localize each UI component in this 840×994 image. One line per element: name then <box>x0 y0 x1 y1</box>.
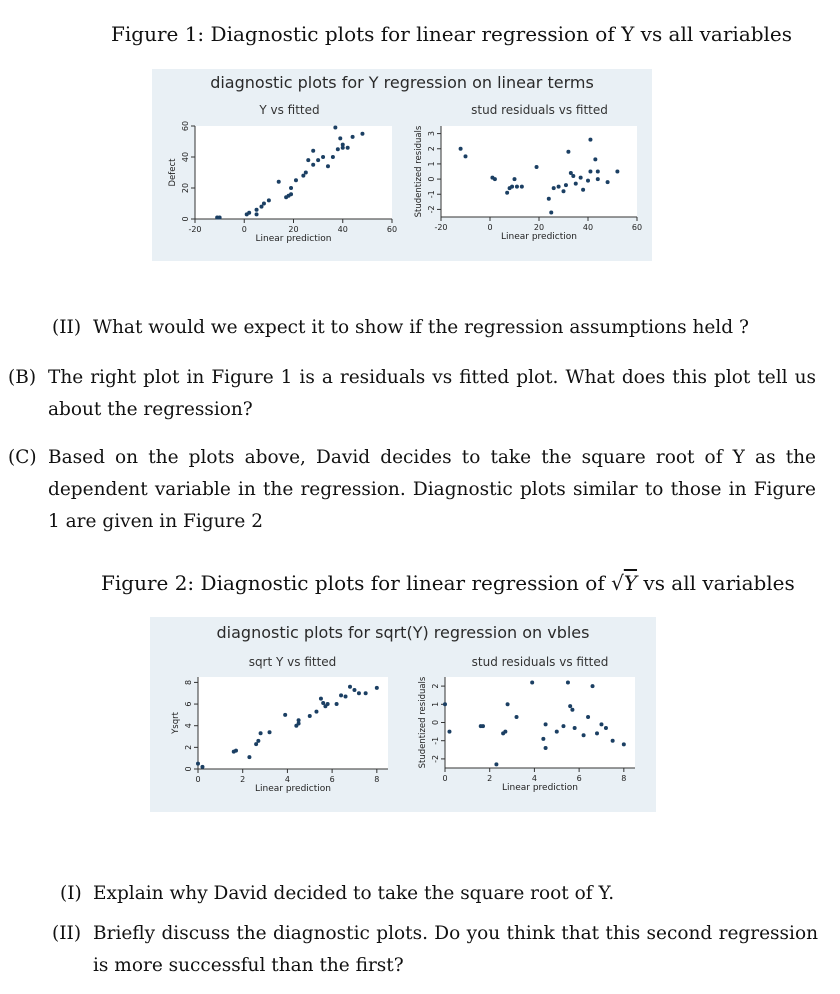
figure-2-caption-var: Y <box>623 571 638 595</box>
figure-1-panel <box>152 69 652 261</box>
data-point <box>562 189 566 193</box>
y-tick-label: 20 <box>181 182 190 194</box>
data-point <box>289 186 293 190</box>
data-point <box>596 170 600 174</box>
data-point <box>256 739 260 743</box>
data-point <box>351 135 355 139</box>
x-tick-label: 0 <box>487 223 493 232</box>
data-point <box>555 730 559 734</box>
y-axis-title: Ysqrt <box>171 712 181 734</box>
data-point <box>582 733 586 737</box>
y-tick-label: 0 <box>181 216 190 222</box>
data-point <box>259 731 263 735</box>
data-point <box>515 185 519 189</box>
x-tick-label: -20 <box>188 225 202 234</box>
data-point <box>277 180 281 184</box>
x-tick-label: 20 <box>533 223 545 232</box>
data-point <box>544 722 548 726</box>
data-point <box>510 185 514 189</box>
y-tick-label: -1 <box>427 190 436 199</box>
data-point <box>326 702 330 706</box>
data-point <box>326 164 330 168</box>
figure-1-panel-title: diagnostic plots for Y regression on linear terms <box>210 73 594 92</box>
data-point <box>321 701 325 705</box>
plot-area <box>195 126 392 219</box>
data-point <box>341 146 345 150</box>
data-point <box>268 730 272 734</box>
data-point <box>255 208 259 212</box>
data-point <box>294 178 298 182</box>
data-point <box>352 688 356 692</box>
data-point <box>301 174 305 178</box>
data-point <box>464 154 468 158</box>
data-point <box>335 702 339 706</box>
data-point <box>579 176 583 180</box>
x-tick-label: 6 <box>576 774 582 783</box>
plot-area <box>198 677 388 769</box>
data-point <box>574 182 578 186</box>
data-point <box>267 198 271 202</box>
y-tick-label: 2 <box>427 146 436 152</box>
figure-1-left-subtitle: Y vs fitted <box>259 103 320 117</box>
question-a2-text: What would we expect it to show if the regression assumptions held ? <box>93 317 749 338</box>
x-tick-label: -20 <box>434 223 448 232</box>
figure-1-plots <box>152 69 652 261</box>
data-point <box>331 155 335 159</box>
figure-2-caption-post: vs all variables <box>637 571 795 595</box>
x-axis-title: Linear prediction <box>255 784 331 794</box>
y-tick-label: 40 <box>181 151 190 163</box>
x-axis-title: Linear prediction <box>255 234 332 244</box>
data-point <box>622 742 626 746</box>
data-point <box>308 714 312 718</box>
data-point <box>360 132 364 136</box>
data-point <box>549 210 553 214</box>
data-point <box>297 722 301 726</box>
data-point <box>591 684 595 688</box>
data-point <box>375 686 379 690</box>
data-point <box>566 680 570 684</box>
data-point <box>561 724 565 728</box>
figure-2-caption <box>101 571 795 595</box>
x-tick-label: 40 <box>582 223 594 232</box>
data-point <box>573 726 577 730</box>
data-point <box>494 762 498 766</box>
x-tick-label: 2 <box>487 774 493 783</box>
data-point <box>586 715 590 719</box>
y-tick-label: 2 <box>184 744 193 750</box>
data-point <box>196 762 200 766</box>
figure-1-right-subtitle: stud residuals vs fitted <box>471 103 608 117</box>
data-point <box>344 694 348 698</box>
y-axis-title: Studentized residuals <box>418 676 428 769</box>
data-point <box>568 704 572 708</box>
data-point <box>586 179 590 183</box>
y-tick-label: 3 <box>427 131 436 137</box>
x-tick-label: 8 <box>621 774 627 783</box>
data-point <box>289 192 293 196</box>
data-point <box>314 710 318 714</box>
question-b-text: The right plot in Figure 1 is a residuals vs fitted plot. What does this plot tell us about the regression? <box>48 367 816 420</box>
data-point <box>339 693 343 697</box>
data-point <box>336 147 340 151</box>
figure-2-caption-pre: Figure 2: Diagnostic plots for linear regression of <box>101 571 612 595</box>
data-point <box>596 177 600 181</box>
data-point <box>234 749 238 753</box>
data-point <box>571 174 575 178</box>
figure-2-caption-sqrt: √ <box>611 571 624 595</box>
x-tick-label: 60 <box>631 223 643 232</box>
y-tick-label: 0 <box>427 176 436 182</box>
y-tick-label: -2 <box>427 205 436 214</box>
data-point <box>348 685 352 689</box>
x-tick-label: 0 <box>241 225 247 234</box>
data-point <box>515 715 519 719</box>
data-point <box>581 188 585 192</box>
data-point <box>611 739 615 743</box>
data-point <box>255 212 259 216</box>
y-axis-title: Defect <box>168 158 178 187</box>
data-point <box>283 713 287 717</box>
question-c-label: (C) <box>8 447 37 468</box>
data-point <box>566 150 570 154</box>
data-point <box>544 746 548 750</box>
x-tick-label: 0 <box>195 775 201 784</box>
data-point <box>218 215 222 219</box>
figure-2-plots <box>150 617 656 812</box>
data-point <box>588 138 592 142</box>
data-point <box>570 708 574 712</box>
y-tick-label: -2 <box>431 754 440 763</box>
data-point <box>557 185 561 189</box>
y-tick-label: -1 <box>431 736 440 745</box>
data-point <box>247 211 251 215</box>
data-point <box>493 177 497 181</box>
data-point <box>606 180 610 184</box>
y-tick-label: 4 <box>184 723 193 729</box>
question-c2-text: Briefly discuss the diagnostic plots. Do you think that this second regression is more successful than the first? <box>93 923 818 976</box>
data-point <box>304 171 308 175</box>
question-c1-label: (I) <box>60 883 82 904</box>
y-tick-label: 60 <box>181 120 190 132</box>
data-point <box>247 755 251 759</box>
y-tick-label: 1 <box>427 161 436 167</box>
chart-3 <box>171 677 388 794</box>
plot-area <box>441 126 637 217</box>
data-point <box>541 737 545 741</box>
x-tick-label: 20 <box>288 225 299 234</box>
x-tick-label: 8 <box>374 775 380 784</box>
figure-1-caption: Figure 1: Diagnostic plots for linear regression of Y vs all variables <box>111 22 793 46</box>
y-tick-label: 0 <box>184 766 193 772</box>
data-point <box>364 691 368 695</box>
question-c1-text: Explain why David decided to take the square root of Y. <box>93 883 615 904</box>
y-axis-title: Studentized residuals <box>414 125 424 218</box>
data-point <box>547 197 551 201</box>
data-point <box>306 158 310 162</box>
data-point <box>338 136 342 140</box>
data-point <box>254 742 258 746</box>
x-tick-label: 6 <box>329 775 335 784</box>
question-c-text: Based on the plots above, David decides to take the square root of Y as the dependent variable in the regression. Diagnostic plots similar to those in Figure 1 are given in Figure 2 <box>48 447 816 532</box>
data-point <box>316 158 320 162</box>
x-tick-label: 40 <box>337 225 348 234</box>
data-point <box>447 730 451 734</box>
data-point <box>564 183 568 187</box>
question-b-label: (B) <box>8 367 37 388</box>
data-point <box>321 155 325 159</box>
chart-2 <box>414 125 642 242</box>
data-point <box>200 765 204 769</box>
question-a2-label: (II) <box>52 317 82 338</box>
y-tick-label: 0 <box>431 719 440 726</box>
data-point <box>503 730 507 734</box>
data-point <box>346 146 350 150</box>
data-point <box>513 177 517 181</box>
y-tick-label: 6 <box>184 701 193 707</box>
data-point <box>593 157 597 161</box>
data-point <box>481 724 485 728</box>
x-tick-label: 0 <box>442 774 448 783</box>
data-point <box>311 163 315 167</box>
x-tick-label: 60 <box>386 225 398 234</box>
x-tick-label: 4 <box>284 775 290 784</box>
data-point <box>259 205 263 209</box>
data-point <box>262 202 266 206</box>
y-tick-label: 8 <box>184 679 193 685</box>
data-point <box>459 147 463 151</box>
data-point <box>595 731 599 735</box>
x-axis-title: Linear prediction <box>501 232 577 242</box>
chart-4 <box>418 676 635 793</box>
data-point <box>506 702 510 706</box>
data-point <box>311 149 315 153</box>
data-point <box>520 185 524 189</box>
x-axis-title: Linear prediction <box>502 783 578 793</box>
data-point <box>319 697 323 701</box>
figure-2-panel-title: diagnostic plots for sqrt(Y) regression on vbles <box>216 623 590 642</box>
figure-2-right-subtitle: stud residuals vs fitted <box>471 655 609 669</box>
data-point <box>530 680 534 684</box>
data-point <box>588 170 592 174</box>
chart-1 <box>168 121 397 244</box>
figure-2-panel <box>150 617 656 812</box>
data-point <box>333 126 337 130</box>
y-tick-label: 2 <box>431 683 440 689</box>
data-point <box>357 691 361 695</box>
data-point <box>443 702 447 706</box>
plot-area <box>445 677 635 768</box>
data-point <box>535 165 539 169</box>
y-tick-label: 1 <box>431 701 440 707</box>
question-c2-label: (II) <box>52 923 82 944</box>
data-point <box>552 186 556 190</box>
figure-2-left-subtitle: sqrt Y vs fitted <box>248 655 337 669</box>
x-tick-label: 2 <box>240 775 246 784</box>
data-point <box>505 191 509 195</box>
data-point <box>604 726 608 730</box>
x-tick-label: 4 <box>531 774 537 783</box>
data-point <box>599 722 603 726</box>
data-point <box>615 170 619 174</box>
